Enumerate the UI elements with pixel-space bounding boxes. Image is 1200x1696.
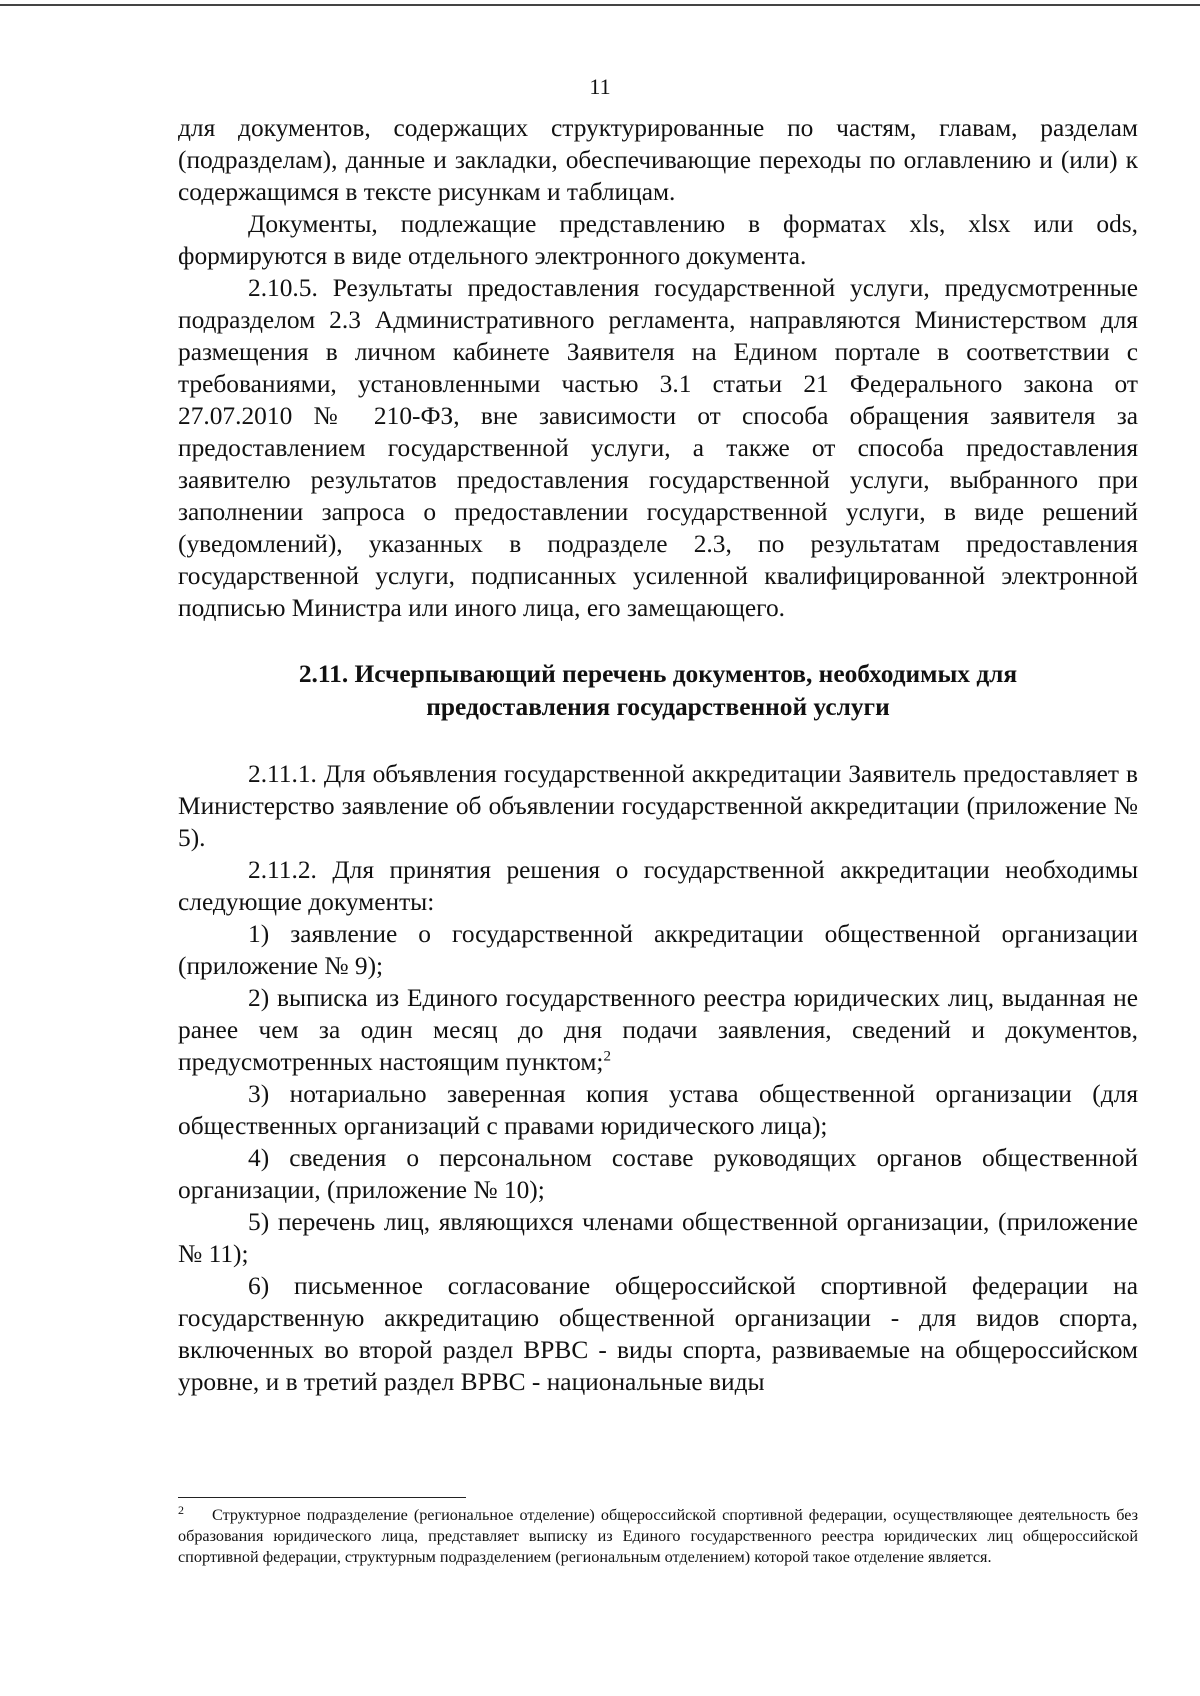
footnote-reference[interactable]: 2: [603, 1048, 611, 1065]
paragraph-formats: Документы, подлежащие представлению в форматах xls, xlsx или ods, формируются в виде отдельного электронного документа.: [178, 210, 1138, 270]
section-heading-line-2: предоставления государственной услуги: [426, 693, 890, 721]
footnote-separator: [178, 1497, 466, 1498]
list-item-2: [178, 982, 1138, 1078]
footnote-text: Структурное подразделение (региональное отделение) общероссийской спортивной федерации, осуществляющее деятельность без образования юридического лица, представляет выписку из Единого государственного реестра юридических лиц общероссийской спортивной федерации, структурным подразделением (региональным отделением) которой такое отделение является.: [178, 1506, 1138, 1566]
list-item-5: 5) перечень лиц, являющихся членами общественной организации, (приложение № 11);: [178, 1208, 1138, 1268]
paragraph-2-10-5: 2.10.5. Результаты предоставления государственной услуги, предусмотренные подразделом 2.3 Административного регламента, направляются Министерством для размещения в личном кабинете Заявителя на Едином портале в соответствии с требованиями, установленными частью 3.1 статьи 21 Федерального закона от 27.07.2010 № 210-ФЗ, вне зависимости от способа обращения заявителя за предоставлением государственной услуги, а также от способа предоставления заявителю результатов предоставления государственной услуги, выбранного при заполнении запроса о предоставлении государственной услуги, в виде решений (уведомлений), указанных в подразделе 2.3, по результатам предоставления государственной услуги, подписанных усиленной квалифицированной электронной подписью Министра или иного лица, его замещающего.: [178, 274, 1138, 622]
scan-top-edge: [0, 4, 1200, 6]
list-item-6: 6) письменное согласование общероссийской спортивной федерации на государственную аккредитацию общественной организации - для видов спорта, включенных во второй раздел ВРВС - виды спорта, развиваемые на общероссийском уровне, и в третий раздел ВРВС - национальные виды: [178, 1272, 1138, 1396]
page-number: 11: [589, 74, 611, 99]
section-heading-line-1: 2.11. Исчерпывающий перечень документов, необходимых для: [298, 660, 1018, 688]
paragraph-continuation: для документов, содержащих структурированные по частям, главам, разделам (подразделам), данные и закладки, обеспечивающие переходы по оглавлению и (или) к содержащимся в тексте рисункам и таблицам.: [178, 114, 1138, 206]
footnote: [178, 1502, 1138, 1568]
paragraph-2-11-2: 2.11.2. Для принятия решения о государственной аккредитации необходимы следующие документы:: [178, 856, 1138, 916]
document-body: [178, 112, 1138, 1398]
section-heading-2-11: [178, 658, 1138, 724]
list-item-1: 1) заявление о государственной аккредитации общественной организации (приложение № 9);: [178, 920, 1138, 980]
list-item-2-text: 2) выписка из Единого государственного реестра юридических лиц, выданная не ранее чем за один месяц до дня подачи заявления, сведений и документов, предусмотренных настоящим пунктом;: [178, 984, 1138, 1076]
footnote-mark: 2: [178, 1502, 184, 1517]
list-item-4: 4) сведения о персональном составе руководящих органов общественной организации, (приложение № 10);: [178, 1144, 1138, 1204]
list-item-3: 3) нотариально заверенная копия устава общественной организации (для общественных организаций с правами юридического лица);: [178, 1080, 1138, 1140]
paragraph-2-11-1: 2.11.1. Для объявления государственной аккредитации Заявитель предоставляет в Министерство заявление об объявлении государственной аккредитации (приложение № 5).: [178, 760, 1138, 852]
